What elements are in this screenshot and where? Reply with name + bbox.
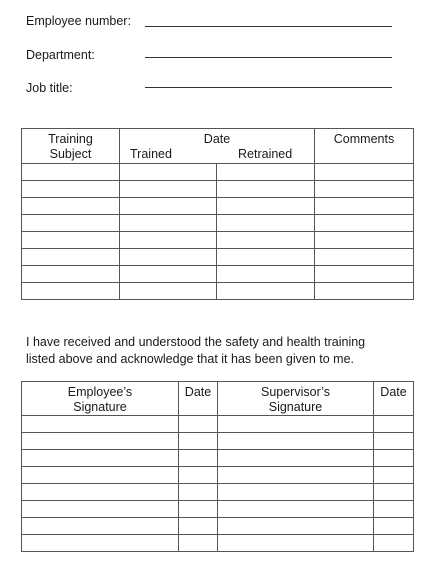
- training-subject-header: [22, 129, 120, 164]
- signature-cell[interactable]: [218, 535, 374, 552]
- training-cell[interactable]: [22, 181, 120, 198]
- training-cell[interactable]: [120, 249, 217, 266]
- trained-header: Trained: [130, 147, 172, 161]
- training-cell[interactable]: [120, 164, 217, 181]
- signature-cell[interactable]: [179, 433, 218, 450]
- signature-cell[interactable]: [179, 450, 218, 467]
- signature-cell[interactable]: [218, 433, 374, 450]
- statement-line2: listed above and acknowledge that it has been given to me.: [26, 352, 354, 366]
- training-row: [22, 266, 414, 283]
- supervisor-signature-header-line1: Supervisor’s: [260, 385, 330, 399]
- signature-cell[interactable]: [218, 416, 374, 433]
- training-cell[interactable]: [315, 164, 414, 181]
- training-cell[interactable]: [217, 232, 315, 249]
- signature-row: [22, 501, 414, 518]
- training-cell[interactable]: [217, 215, 315, 232]
- date-header-cell: [120, 129, 315, 164]
- department-line[interactable]: [145, 57, 392, 58]
- signature-cell[interactable]: [218, 501, 374, 518]
- signature-row: [22, 450, 414, 467]
- training-cell[interactable]: [315, 215, 414, 232]
- acknowledgement-statement: [26, 334, 416, 368]
- signature-cell[interactable]: [22, 467, 179, 484]
- training-cell[interactable]: [22, 164, 120, 181]
- signature-cell[interactable]: [22, 535, 179, 552]
- signature-row: [22, 535, 414, 552]
- training-cell[interactable]: [217, 164, 315, 181]
- signature-cell[interactable]: [374, 518, 414, 535]
- training-cell[interactable]: [22, 266, 120, 283]
- supervisor-signature-header-line2: Signature: [268, 400, 323, 414]
- signature-cell[interactable]: [218, 467, 374, 484]
- supervisor-signature-header: [218, 382, 374, 416]
- training-row: [22, 164, 414, 181]
- signature-cell[interactable]: [374, 450, 414, 467]
- employee-signature-header-line1: Employee’s: [67, 385, 133, 399]
- supervisor-date-header: Date: [374, 382, 414, 416]
- training-cell[interactable]: [120, 232, 217, 249]
- signature-row: [22, 484, 414, 501]
- signature-header-row: [22, 382, 414, 416]
- signature-row: [22, 518, 414, 535]
- training-cell[interactable]: [120, 198, 217, 215]
- signature-row: [22, 467, 414, 484]
- signature-row: [22, 416, 414, 433]
- training-subject-header-line2: Subject: [49, 147, 92, 161]
- employee-date-header: Date: [179, 382, 218, 416]
- training-cell[interactable]: [315, 181, 414, 198]
- training-cell[interactable]: [22, 283, 120, 300]
- training-cell[interactable]: [120, 181, 217, 198]
- signature-cell[interactable]: [179, 416, 218, 433]
- training-cell[interactable]: [120, 283, 217, 300]
- date-header: Date: [203, 132, 231, 146]
- signature-cell[interactable]: [218, 518, 374, 535]
- training-cell[interactable]: [217, 249, 315, 266]
- department-label: Department:: [26, 48, 95, 62]
- training-cell[interactable]: [217, 181, 315, 198]
- signature-cell[interactable]: [179, 535, 218, 552]
- training-row: [22, 215, 414, 232]
- training-table: [21, 128, 414, 300]
- signature-cell[interactable]: [22, 484, 179, 501]
- training-cell[interactable]: [315, 266, 414, 283]
- training-cell[interactable]: [120, 215, 217, 232]
- employee-signature-header-line2: Signature: [73, 400, 127, 414]
- signature-cell[interactable]: [374, 416, 414, 433]
- signature-cell[interactable]: [179, 501, 218, 518]
- signature-cell[interactable]: [22, 416, 179, 433]
- training-row: [22, 249, 414, 266]
- signature-cell[interactable]: [374, 433, 414, 450]
- signature-cell[interactable]: [218, 484, 374, 501]
- employee-signature-header: [22, 382, 179, 416]
- signature-cell[interactable]: [218, 450, 374, 467]
- training-cell[interactable]: [217, 266, 315, 283]
- training-cell[interactable]: [315, 283, 414, 300]
- training-cell[interactable]: [22, 215, 120, 232]
- signature-cell[interactable]: [22, 433, 179, 450]
- signature-cell[interactable]: [374, 535, 414, 552]
- signature-cell[interactable]: [22, 518, 179, 535]
- signature-row: [22, 433, 414, 450]
- employee-number-label: Employee number:: [26, 14, 131, 28]
- training-cell[interactable]: [315, 232, 414, 249]
- signature-cell[interactable]: [179, 518, 218, 535]
- training-row: [22, 198, 414, 215]
- retrained-header: Retrained: [238, 147, 293, 161]
- training-cell[interactable]: [22, 198, 120, 215]
- signature-table: [21, 381, 414, 552]
- signature-cell[interactable]: [374, 467, 414, 484]
- signature-cell[interactable]: [22, 450, 179, 467]
- training-header-row: [22, 129, 414, 164]
- training-cell[interactable]: [22, 232, 120, 249]
- training-cell[interactable]: [315, 249, 414, 266]
- job-title-label: Job title:: [26, 81, 73, 95]
- signature-cell[interactable]: [179, 467, 218, 484]
- signature-cell[interactable]: [374, 484, 414, 501]
- training-cell[interactable]: [315, 198, 414, 215]
- job-title-line[interactable]: [145, 87, 392, 88]
- training-row: [22, 181, 414, 198]
- training-row: [22, 283, 414, 300]
- signature-cell[interactable]: [22, 501, 179, 518]
- training-subject-header-line1: Training: [48, 132, 93, 146]
- statement-line1: I have received and understood the safety and health training: [26, 335, 366, 349]
- comments-header: Comments: [315, 129, 414, 164]
- signature-cell[interactable]: [374, 501, 414, 518]
- training-cell[interactable]: [217, 198, 315, 215]
- training-cell[interactable]: [120, 266, 217, 283]
- signature-cell[interactable]: [179, 484, 218, 501]
- training-cell[interactable]: [22, 249, 120, 266]
- training-row: [22, 232, 414, 249]
- employee-number-line[interactable]: [145, 26, 392, 27]
- training-cell[interactable]: [217, 283, 315, 300]
